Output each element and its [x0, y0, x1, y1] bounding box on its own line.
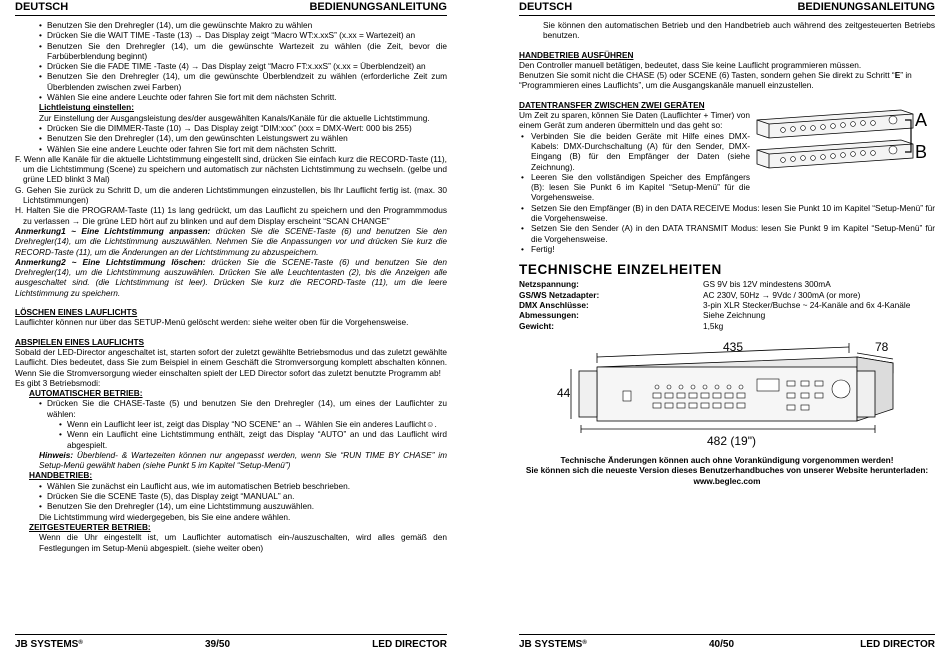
- list-item: • Wählen Sie zunächst ein Lauflicht aus, wie im automatischen Betrieb beschrieben.: [15, 481, 447, 491]
- list-item: • Benutzen Sie den Drehregler (14), um den gewünschten Leistungswert zu wählen: [15, 133, 447, 143]
- subheading: Lichtleistung einstellen:: [39, 102, 134, 113]
- section-title: TECHNISCHE EINZELHEITEN: [519, 262, 722, 278]
- hint: Hinweis: Überblend- & Wartezeiten können nur angepasst werden, wenn Sie “RUN TIME BY CHASE” im Setup-Menü gewählt haben (siehe Punkt 5 im Kapitel “Setup-Menü”): [39, 449, 447, 471]
- list-item: • Drücken Sie die WAIT TIME -Taste (13) → Das Display zeigt “Macro WT:x.xxS” (x.xx = Wartezeit) an: [15, 30, 447, 40]
- dim-width: 435: [723, 340, 744, 355]
- note-2: Anmerkung2 ~ Eine Lichtstimmung löschen: drücken Sie die SCENE-Taste (6) und benutzen Sie den Drehregler(14), um die Lichtstimmung auszuwählen. Drücken Sie alle Leuchtentasten (2), bis die Anzeigen alle ausgeschaltet sind. (die Lichtstimmung ist leer). Drücken Sie kurz die RECORD-Taste (11), um die leere Lichtstimmung zu speichern.: [15, 256, 447, 298]
- list-item: • Wählen Sie eine andere Leuchte oder fahren Sie fort mit dem nächsten Schritt.: [15, 144, 447, 154]
- notice: Sie können sich die neueste Version dieses Benutzerhandbuches von unserer Website herunterladen: www.beglec.com: [525, 465, 929, 486]
- list-item: • Drücken Sie die FADE TIME -Taste (4) → Das Display zeigt “Macro FT:x.xxS” (x.xx = Überblendzeit) an: [15, 61, 447, 71]
- data-transfer-section: [519, 100, 935, 254]
- page-body: [519, 20, 935, 486]
- paragraph: Sobald der LED-Director angeschaltet ist, starten sofort der zuletzt gewählte Betriebsmodus und das zuletzt gewählte Lauflicht. Dies bedeutet, dass Sie zum Beispiel in einem Geschäft die Stromversorgung komplett abschalten können. Wenn Sie die Stromversorgung wieder einschalten spielt der LED Director sofort das zuletzt benutzte Programm ab!: [15, 346, 447, 378]
- paragraph: Um Zeit zu sparen, können Sie Daten (Lauflichter + Timer) von einem Gerät zum anderen übermitteln und das geht so:: [519, 110, 750, 131]
- notice: Technische Änderungen können auch ohne Vorankündigung vorgenommen werden!: [560, 455, 894, 466]
- list-item: • Wenn ein Lauflicht eine Lichtstimmung enthält, zeigt das Display “AUTO” an und das Lauflicht wird abgespielt.: [15, 429, 447, 450]
- step-f: F. Wenn alle Kanäle für die aktuelle Lichtstimmung eingestellt sind, drücken Sie einfach kurz die RECORD-Taste (11), um die Lichtstimmung (Scene) zu speichern und automatisch zur nächsten Lichtstimmung zu wechseln. (gelbe und grüne LED blinkt 3 Mal): [15, 153, 447, 185]
- spec-row: Gewicht: 1,5kg: [519, 320, 724, 331]
- page-39: [15, 0, 447, 654]
- paragraph: Sie können den automatischen Betrieb und den Handbetrieb auch während des zeitgesteuerten Betriebs benutzen.: [543, 20, 935, 41]
- list-item: • Setzen Sie den Sender (A) in den DATA TRANSMIT Modus: lesen Sie Punkt 9 im Kapitel “Setup-Menü” für die Vorgehensweise.: [519, 223, 935, 244]
- list-item: • Drücken Sie die SCENE Taste (5), das Display zeigt “MANUAL” an.: [15, 491, 447, 501]
- page-header: [519, 2, 935, 16]
- paragraph: Die Lichtstimmung wird wiedergegeben, bis Sie eine andere wählen.: [39, 511, 291, 522]
- list-item: • Leeren Sie den vollständigen Speicher des Empfängers (B): lesen Sie Punkt 6 im Kapitel “Setup-Menü” für die Vorgehensweise.: [519, 172, 750, 203]
- header-title: BEDIENUNGSANLEITUNG: [309, 1, 447, 13]
- label-b: B: [915, 141, 928, 162]
- list-item: • Benutzen Sie den Drehregler (14), um die gewünschte Makro zu wählen: [15, 20, 447, 30]
- paragraph: Zur Einstellung der Ausgangsleistung des/der ausgewählten Kanals/Kanäle für die aktuelle Lichtstimmung.: [39, 112, 430, 123]
- step-g: G. Gehen Sie zurück zu Schritt D, um die anderen Lichtstimmungen einzustellen, bis Ihr Lauflicht fertig ist. (max. 30 Lichtstimmungen): [15, 184, 447, 206]
- section-heading: ABSPIELEN EINES LAUFLICHTS: [15, 336, 145, 347]
- list-item: • Wenn ein Lauflicht leer ist, zeigt das Display “NO SCENE” an → Wählen Sie ein anderes Lauflicht☺.: [15, 419, 447, 429]
- footer-product: LED DIRECTOR: [860, 639, 935, 650]
- dimension-drawing: [557, 337, 897, 449]
- paragraph: Den Controller manuell betätigen, bedeutet, dass Sie keine Lauflicht programmieren müssen.: [519, 59, 862, 70]
- page-footer: [15, 634, 447, 652]
- spec-row: GS/WS Netzadapter: AC 230V, 50Hz → 9Vdc / 300mA (or more): [519, 289, 861, 300]
- list-item: • Setzen Sie den Empfänger (B) in den DATA RECEIVE Modus: lesen Sie Punkt 10 im Kapitel “Setup-Menü” für die Vorgehensweise.: [519, 203, 935, 224]
- list-item: • Drücken Sie die CHASE-Taste (5) und benutzen Sie den Drehregler (14), um eines der Lauflichter zu wählen:: [15, 398, 447, 419]
- spec-table: [519, 279, 935, 331]
- list-item: • Benutzen Sie den Drehregler (14), um eine Lichtstimmung auszuwählen.: [15, 501, 447, 511]
- spec-row: Netzspannung: GS 9V bis 12V mindestens 300mA: [519, 279, 831, 290]
- page-40: [519, 0, 935, 654]
- paragraph: Lauflichter können nur über das SETUP-Menü gelöscht werden: siehe weiter oben für die Vorgehensweise.: [15, 317, 409, 328]
- spec-row: DMX Anschlüsse: 3-pin XLR Stecker/Buchse ~ 24-Kanäle and 6x 4-Kanäle: [519, 300, 911, 311]
- dim-depth: 78: [875, 340, 889, 355]
- header-language: DEUTSCH: [519, 1, 573, 13]
- footer-brand: JB SYSTEMS®: [15, 639, 83, 650]
- paragraph: Wenn die Uhr eingestellt ist, um Lauflichter automatisch ein-/auszuschalten, wird alles gemäß den Festlegungen im Setup-Menü abgespielt. (siehe weiter oben): [39, 532, 447, 553]
- page-number: 39/50: [205, 639, 231, 650]
- dim-rack: 482 (19"): [707, 434, 756, 449]
- transfer-drawing: [753, 106, 933, 172]
- subheading: AUTOMATISCHER BETRIEB:: [29, 388, 143, 399]
- list-item: • Fertig!: [519, 244, 935, 254]
- header-title: BEDIENUNGSANLEITUNG: [797, 1, 935, 13]
- header-language: DEUTSCH: [15, 1, 69, 13]
- page-footer: [519, 634, 935, 652]
- list-item: • Drücken Sie die DIMMER-Taste (10) → Das Display zeigt “DIM:xxx” (xxx = DMX-Wert: 000 bis 255): [15, 123, 447, 133]
- page-body: [15, 20, 447, 553]
- page-header: [15, 2, 447, 16]
- subheading: ZEITGESTEUERTER BETRIEB:: [29, 521, 151, 532]
- label-a: A: [915, 109, 928, 130]
- list-item: • Verbinden Sie die beiden Geräte mit Hilfe eines DMX-Kabels: DMX-Durchschaltung (A) für den Sender, DMX-Eingang (B) für den Empfänger der Daten (siehe Zeichnung).: [519, 131, 750, 172]
- paragraph: Benutzen Sie somit nicht die CHASE (5) oder SCENE (6) Tasten, sondern gehen Sie direkt zu Schritt “E” in “Programmieren eines Lauflichts”, um die Ausgangskanäle manuell einzustellen.: [519, 70, 912, 91]
- paragraph: Es gibt 3 Betriebsmodi:: [15, 377, 101, 388]
- subheading: HANDBETRIEB:: [29, 470, 93, 481]
- note-1: Anmerkung1 ~ Eine Lichtstimmung anpassen: drücken Sie die SCENE-Taste (6) und benutzen Sie den Drehregler(14), um die Lichtstimmung auszuwählen. Nehmen Sie die Anpassungen vor und drücken Sie kurz die RECORD-Taste (11), um die Änderungen an der Lichtstimmung zu abzuspeichern.: [15, 225, 447, 257]
- dim-height: 44: [557, 386, 571, 401]
- step-h: H. Halten Sie die PROGRAM-Taste (11) 1s lang gedrückt, um das Lauflicht zu speichern und den Programmmodus zu verlassen → Die grüne LED hört auf zu blinken und auf dem Display erscheint “SCAN CHANGE”: [15, 205, 447, 226]
- section-heading: HANDBETRIEB AUSFÜHREN: [519, 49, 634, 60]
- spec-row: Abmessungen: Siehe Zeichnung: [519, 310, 766, 321]
- section-heading: LÖSCHEN EINES LAUFLICHTS: [15, 307, 138, 318]
- footer-brand: JB SYSTEMS®: [519, 639, 587, 650]
- list-item: • Benutzen Sie den Drehregler (14), um die gewünschte Wartezeit zu wählen (die Zeit, bevor die Farbüberblendung beginnt): [15, 41, 447, 62]
- list-item: • Wählen Sie eine andere Leuchte oder fahren Sie fort mit dem nächsten Schritt.: [15, 92, 447, 102]
- section-heading: DATENTRANSFER ZWISCHEN ZWEI GERÄTEN: [519, 99, 705, 110]
- footer-product: LED DIRECTOR: [372, 639, 447, 650]
- page-number: 40/50: [709, 639, 735, 650]
- list-item: • Benutzen Sie den Drehregler (14), um die gewünschte Überblendzeit zu wählen (erforderliche Zeit zum Überblenden zwischen zwei Farben): [15, 71, 447, 92]
